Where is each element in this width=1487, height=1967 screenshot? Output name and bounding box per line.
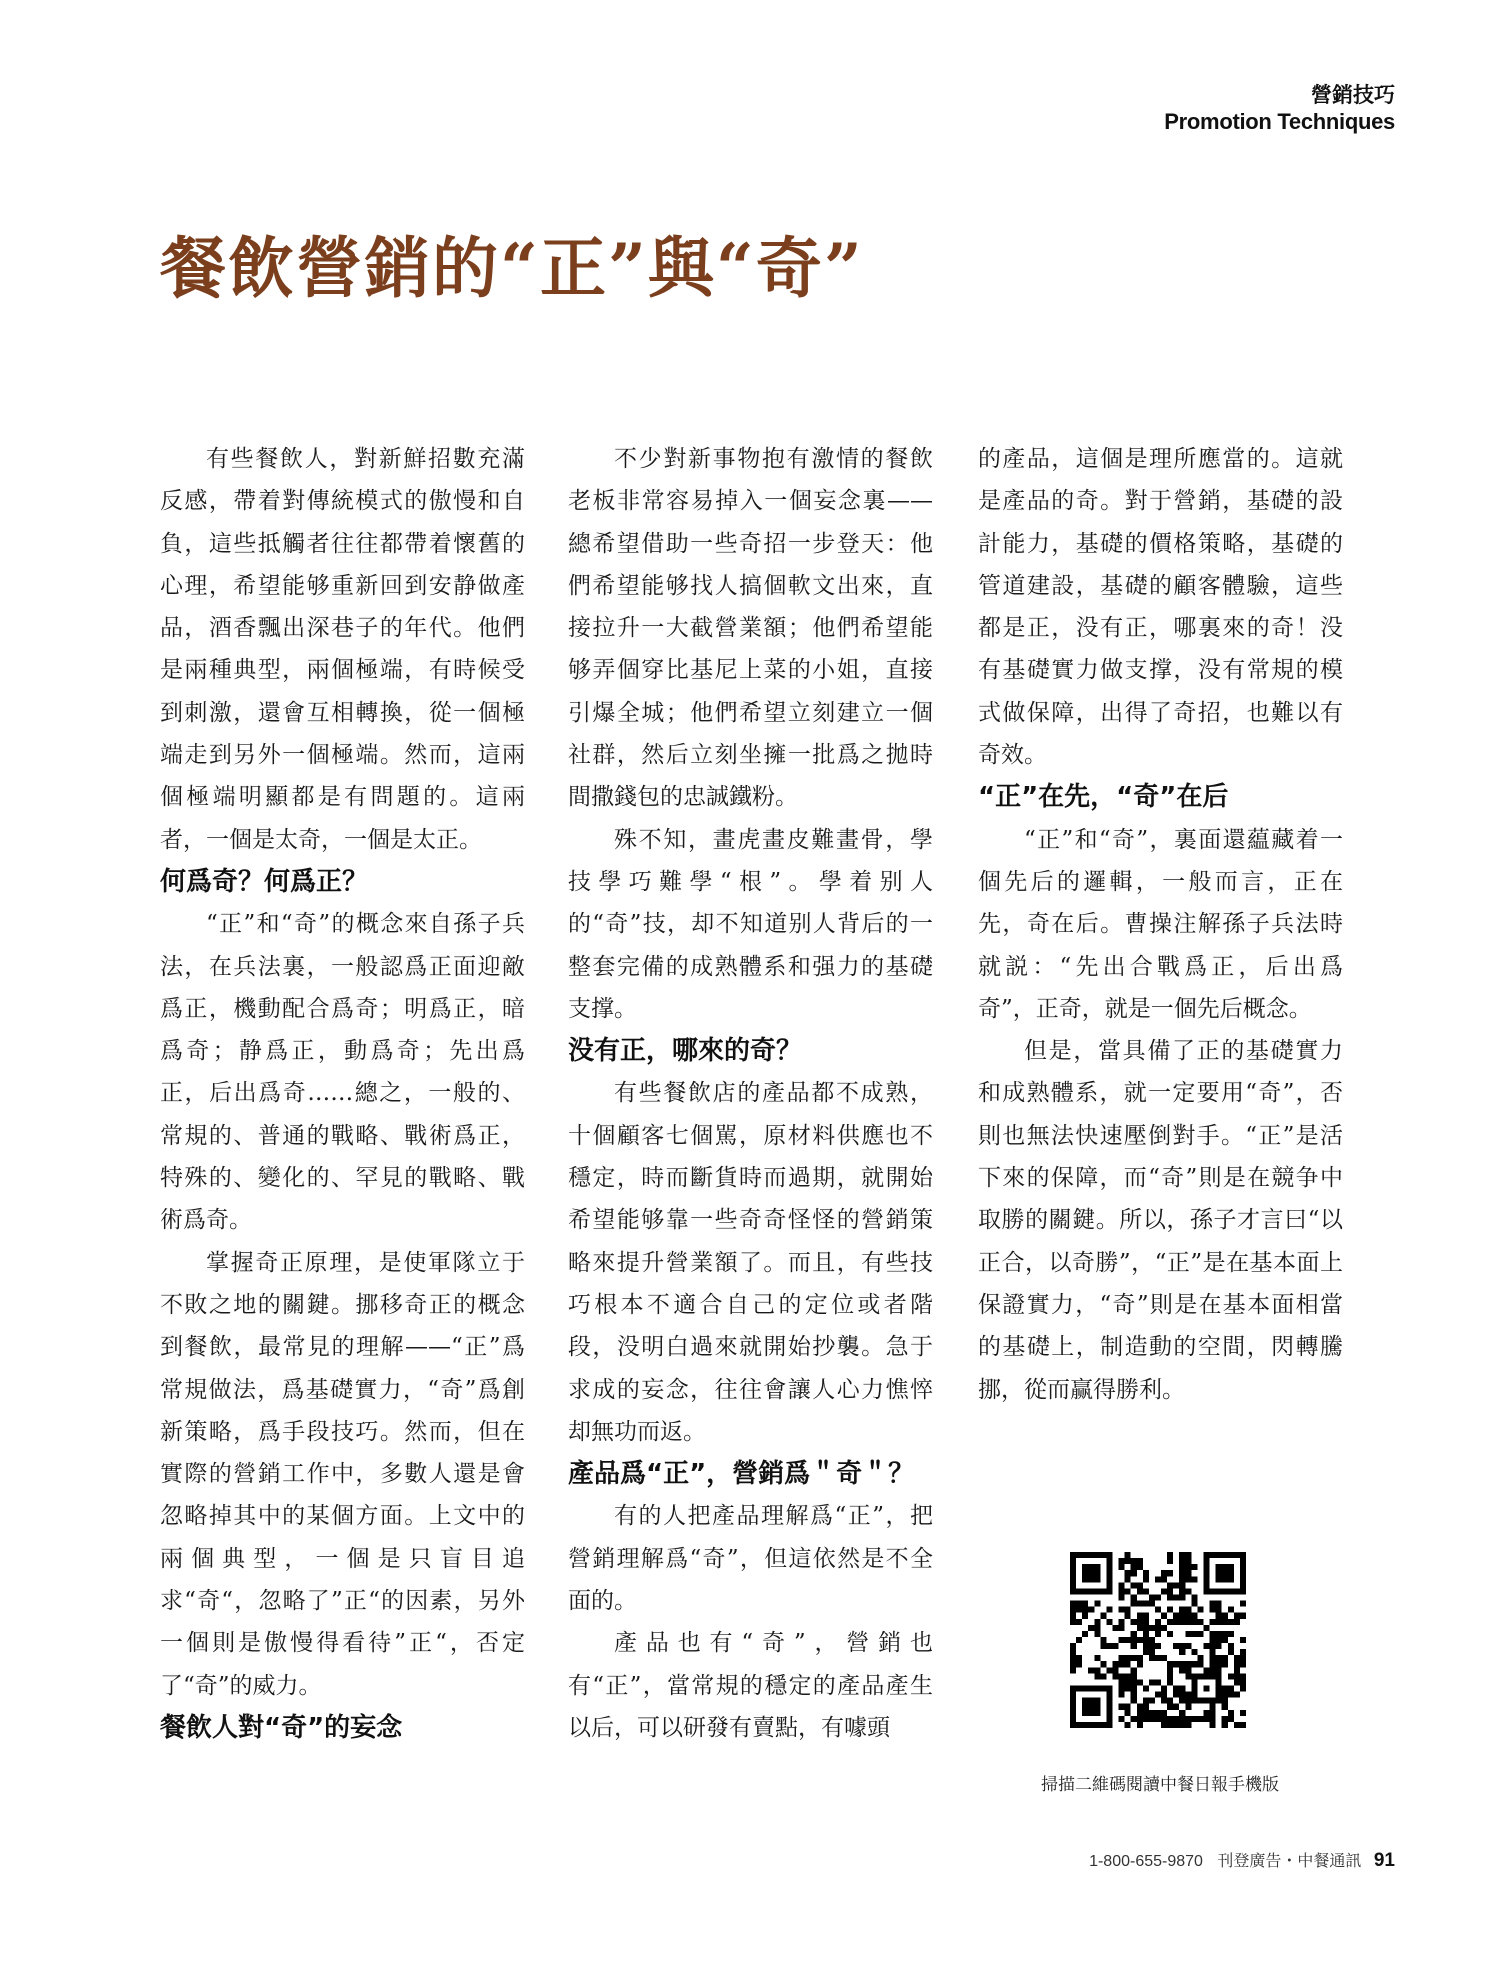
section-title-zh: 營銷技巧	[1311, 83, 1395, 107]
section-heading: 没有正，哪來的奇？	[568, 1036, 803, 1067]
paragraph: 的產品，這個是理所應當的。這就是產品的奇。對于營銷，基礎的設計能力，基礎的價格策略，基礎的管道建設，基礎的顧客體驗，這些都是正，没有正，哪裏來的奇！没有基礎實力做支撑，没有常規的模式做保障，出得了奇招，也難以有奇效。	[978, 446, 1343, 769]
article-column-2	[568, 438, 933, 1749]
qr-code-icon	[1070, 1552, 1246, 1728]
article-column-3	[978, 438, 1343, 1411]
section-heading: 餐飲人對“奇”的妄念	[160, 1712, 403, 1743]
footer-phone: 1-800-655-9870	[1089, 1853, 1203, 1870]
section-title-en: Promotion Techniques	[1164, 109, 1395, 134]
page-footer	[1089, 1848, 1395, 1872]
paragraph: 不少對新事物抱有激情的餐飲老板非常容易掉入一個妄念裏——總希望借助一些奇招一步登天：他們希望能够找人搞個軟文出來，直接拉升一大截營業額；他們希望能够弄個穿比基尼上菜的小姐，直接引爆全城；他們希望立刻建立一個社群，然后立刻坐擁一批爲之拋時間撒錢包的忠誠鐵粉。	[568, 446, 933, 811]
section-heading: 何爲奇？何爲正？	[160, 866, 369, 897]
article-column-1	[160, 438, 525, 1749]
article-title: 餐飲營銷的“正”與“奇”	[160, 229, 864, 307]
qr-caption: 掃描二維碼閱讀中餐日報手機版	[1041, 1775, 1279, 1795]
paragraph: “正”和“奇”的概念來自孫子兵法，在兵法裏，一般認爲正面迎敵爲正，機動配合爲奇；明爲正，暗爲奇；静爲正，動爲奇；先出爲正，后出爲奇……總之，一般的、常規的、普通的戰略、戰術爲正，特殊的、變化的、罕見的戰略、戰術爲奇。	[160, 911, 525, 1234]
paragraph: “正”和“奇”，裏面還藴藏着一個先后的邏輯，一般而言，正在先，奇在后。曹操注解孫子兵法時就説：“先出合戰爲正，后出爲奇”，正奇，就是一個先后概念。	[978, 826, 1343, 1022]
paragraph: 有的人把產品理解爲“正”，把營銷理解爲“奇”，但這依然是不全面的。	[568, 1503, 933, 1615]
paragraph: 但是，當具備了正的基礎實力和成熟體系，就一定要用“奇”，否則也無法快速壓倒對手。“正”是活下來的保障，而“奇”則是在競争中取勝的關鍵。所以，孫子才言曰“以正合，以奇勝”，“正”是在基本面上保證實力，“奇”則是在基本面相當的基礎上，制造動的空間，閃轉騰挪，從而赢得勝利。	[978, 1038, 1343, 1403]
paragraph: 殊不知，畫虎畫皮難畫骨，學技學巧難學“根”。學着别人的“奇”技，却不知道别人背后的一整套完備的成熟體系和强力的基礎支撑。	[568, 826, 933, 1022]
paragraph: 有些餐飲店的產品都不成熟，十個顧客七個駡，原材料供應也不穩定，時而斷貨時而過期，就開始希望能够靠一些奇奇怪怪的營銷策略來提升營業額了。而且，有些技巧根本不適合自己的定位或者階段，没明白過來就開始抄襲。急于求成的妄念，往往會讓人心力憔悴却無功而返。	[568, 1080, 933, 1445]
section-heading: 產品爲“正”，營銷爲＂奇＂？	[568, 1459, 915, 1490]
page-number: 91	[1373, 1850, 1395, 1871]
paragraph: 掌握奇正原理，是使軍隊立于不敗之地的關鍵。挪移奇正的概念到餐飲，最常見的理解——“正”爲常規做法，爲基礎實力，“奇”爲創新策略，爲手段技巧。然而，但在實際的營銷工作中，多數人還是會忽略掉其中的某個方面。上文中的兩個典型，一個是只盲目追求“奇“，忽略了”正“的因素，另外一個則是傲慢得看待”正“，否定了“奇”的威力。	[160, 1249, 525, 1699]
section-heading: “正”在先，“奇”在后	[978, 782, 1229, 813]
qr-code	[1070, 1552, 1246, 1728]
footer-publication: 刊登廣告・中餐通訊	[1217, 1851, 1362, 1870]
paragraph: 有些餐飲人，對新鮮招數充滿反感，帶着對傳統模式的傲慢和自負，這些抵觸者往往都帶着懷舊的心理，希望能够重新回到安静做產品，酒香飄出深巷子的年代。他們是兩種典型，兩個極端，有時候受到刺激，還會互相轉換，從一個極端走到另外一個極端。然而，這兩個極端明顯都是有問題的。這兩者，一個是太奇，一個是太正。	[160, 446, 525, 853]
paragraph: 產品也有“奇”，營銷也有“正”，當常規的穩定的產品產生以后，可以研發有賣點，有噱頭	[568, 1630, 933, 1741]
section-header	[1164, 82, 1395, 136]
